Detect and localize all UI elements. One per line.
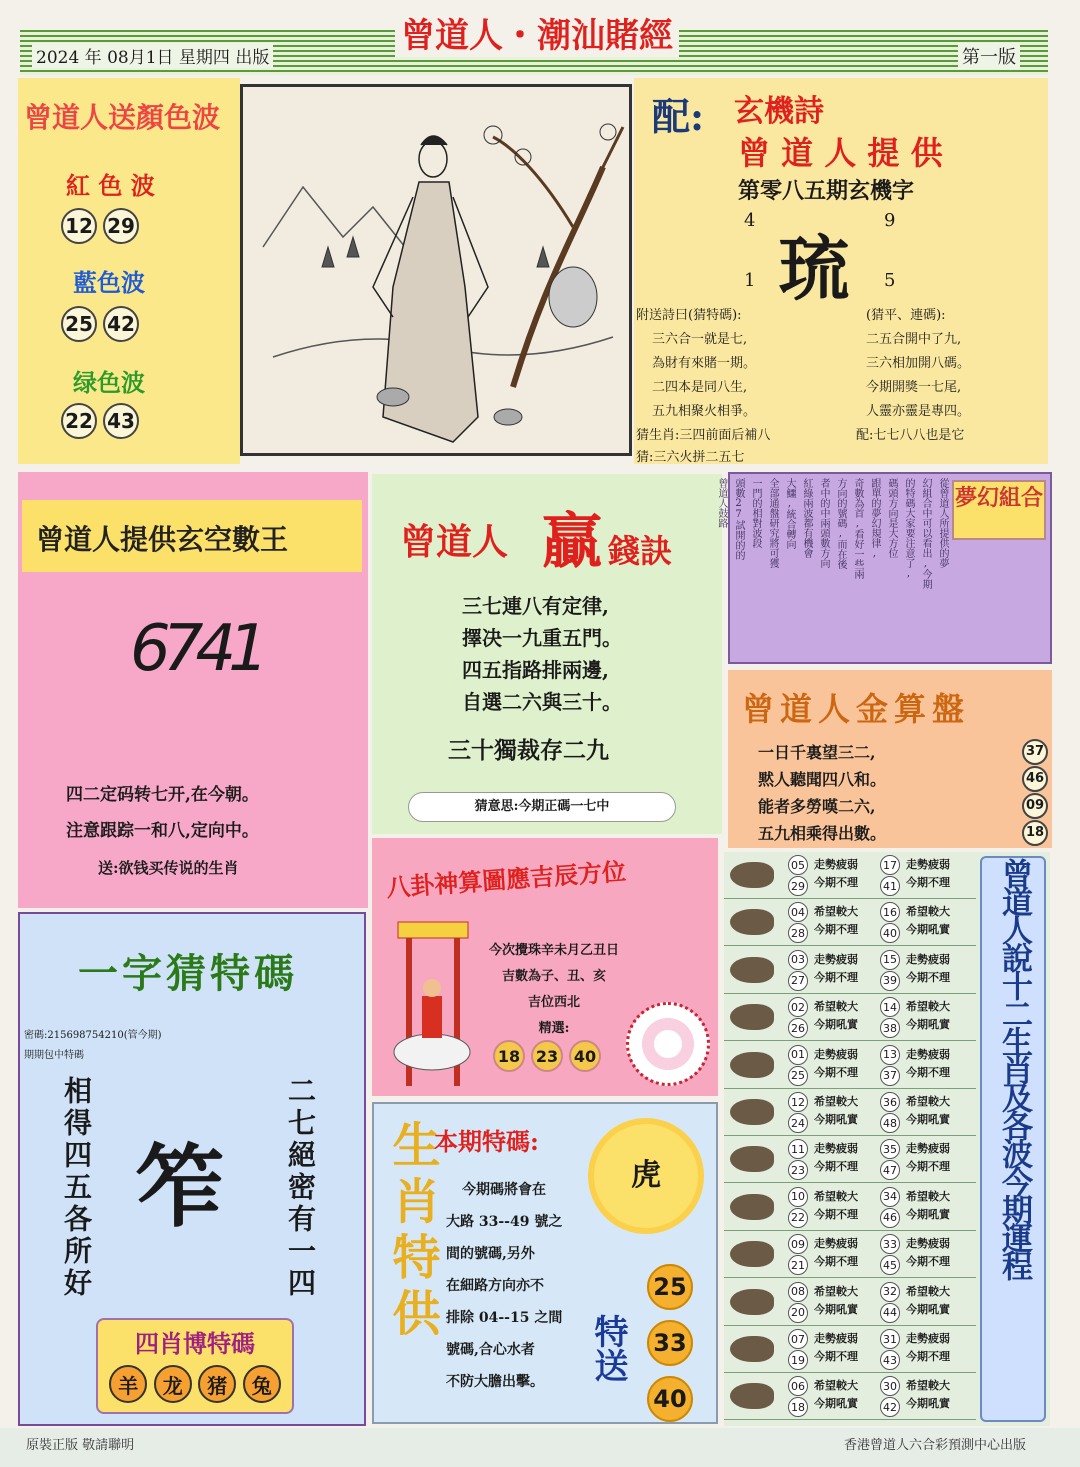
zodiac-table-side: 曾道人說十二生肖及各波今期運程 xyxy=(980,856,1046,1422)
zodiac-animal-icon xyxy=(730,1383,774,1409)
zodiac-text: 走勢疲弱 xyxy=(814,1142,858,1156)
zodiac-num: 24 xyxy=(788,1113,808,1133)
calc-row-text: 能者多勞嘆二六, xyxy=(758,797,876,816)
zodiac-text: 今期不理 xyxy=(814,923,858,937)
zodiac-special-send: 特送 xyxy=(588,1314,628,1382)
red-ball-1: 12 xyxy=(61,208,97,244)
dream-col: 的特碼大家要注意了, xyxy=(903,478,914,579)
zodiac-text: 走勢疲弱 xyxy=(906,952,950,966)
bagua-line-4: 精選: xyxy=(538,1021,570,1036)
zodiac-text: 今期吼實 xyxy=(906,923,950,937)
zodiac-row xyxy=(724,1184,976,1231)
onechar-note-1: 密碼:215698754210(管今期) xyxy=(24,1030,162,1041)
zodiac-num: 28 xyxy=(788,923,808,943)
zodiac-row xyxy=(724,1089,976,1136)
bagua-wheel-icon xyxy=(626,1002,710,1086)
zodiac-animal-icon xyxy=(730,1289,774,1315)
zodiac-text: 走勢疲弱 xyxy=(814,952,858,966)
red-wave-label: 紅 色 波 xyxy=(66,171,155,200)
win-title-3: 錢訣 xyxy=(608,532,673,570)
green-ball-1: 22 xyxy=(61,403,97,439)
zodiac-special-zodiac: 虎 xyxy=(594,1124,698,1228)
zodiac-special-text xyxy=(446,1174,562,1398)
zodiac-special-side: 生肖特供 xyxy=(384,1120,440,1344)
bagua-panel xyxy=(372,838,718,1096)
zodiac-num: 09 xyxy=(788,1234,808,1254)
zodiac-num: 27 xyxy=(788,971,808,991)
dream-col: 碼頭方向是大方位 xyxy=(886,478,897,558)
four-zodiac-ball: 猪 xyxy=(198,1365,236,1403)
zodiac-num: 12 xyxy=(788,1092,808,1112)
header-edition: 第一版 xyxy=(958,43,1020,69)
zodiac-num: 34 xyxy=(880,1187,900,1207)
zodiac-num: 23 xyxy=(788,1160,808,1180)
zodiac-text: 今期不理 xyxy=(906,1160,950,1174)
zodiac-text-line: 在細路方向亦不 xyxy=(446,1278,544,1294)
zodiac-row xyxy=(724,1136,976,1183)
poem-line: 五九相聚火相爭。 xyxy=(652,404,757,419)
poem-num-2: 9 xyxy=(884,210,896,231)
win-title-1: 曾道人 xyxy=(400,521,509,563)
zodiac-text: 希望較大 xyxy=(906,1379,950,1393)
zodiac-text: 希望較大 xyxy=(814,905,858,919)
zodiac-text: 走勢疲弱 xyxy=(906,1237,950,1251)
zodiac-rows xyxy=(724,852,976,1422)
zodiac-text: 今期不理 xyxy=(906,970,950,984)
dream-col: 一門的相對波段 xyxy=(750,478,761,548)
poem-num-4: 5 xyxy=(884,270,896,291)
onechar-char: 笮 xyxy=(135,1134,225,1240)
calc-row-text: 黙人聽聞四八和。 xyxy=(758,770,887,789)
zodiac-num: 29 xyxy=(788,876,808,896)
zodiac-num: 41 xyxy=(880,876,900,896)
zodiac-num: 35 xyxy=(880,1139,900,1159)
zodiac-num: 07 xyxy=(788,1329,808,1349)
bagua-ball: 23 xyxy=(531,1040,563,1072)
onechar-left: 相得四五各所好 xyxy=(60,1076,93,1300)
zodiac-animal-icon xyxy=(730,1241,774,1267)
onechar-title: 一字猜特碼 xyxy=(78,950,298,997)
zodiac-text: 今期吼實 xyxy=(906,1397,950,1411)
zodiac-animal-icon xyxy=(730,1099,774,1125)
color-wave-title: 曾道人送顏色波 xyxy=(24,101,221,134)
zodiac-row xyxy=(724,1042,976,1089)
zodiac-text: 走勢疲弱 xyxy=(906,858,950,871)
poem-line: 三六相加開八碼。 xyxy=(866,356,971,371)
zodiac-animal-icon xyxy=(730,862,774,888)
zodiac-text: 希望較大 xyxy=(814,1000,858,1014)
poem-guess-1: 猜生肖:三四前面后補八 xyxy=(636,428,771,443)
poem-line: 二四本是同八生, xyxy=(652,380,748,395)
green-wave-balls xyxy=(58,403,142,439)
calc-row-num: 46 xyxy=(1022,766,1048,792)
color-wave-panel xyxy=(18,78,240,464)
dream-col: 大鱷,統合轉向 xyxy=(784,478,795,549)
zodiac-special-balls xyxy=(644,1264,696,1422)
zodiac-animal-icon xyxy=(730,1052,774,1078)
win-line: 擇决一九重五門。 xyxy=(462,626,622,650)
zodiac-text: 希望較大 xyxy=(906,1000,950,1014)
zodiac-num: 08 xyxy=(788,1282,808,1302)
poem-right-head: (猜平、連碼): xyxy=(866,308,946,323)
header-date: 2024 年 08月1日 星期四 出版 xyxy=(32,43,273,68)
zodiac-table-panel xyxy=(724,852,1050,1426)
zodiac-text: 走勢疲弱 xyxy=(906,1142,950,1156)
dream-col: 跟單的夢幻規律, xyxy=(869,478,880,559)
zodiac-text: 今期吼實 xyxy=(906,1018,950,1032)
dream-col: 頭數27試開的的 xyxy=(733,478,744,560)
zodiac-text-line: 號碼,合心水者 xyxy=(446,1342,535,1358)
blue-wave-label: 藍色波 xyxy=(73,268,145,297)
win-hint: 猜意思:今期正碼一七中 xyxy=(408,792,676,822)
zodiac-animal-icon xyxy=(730,909,774,935)
zodiac-num: 14 xyxy=(880,997,900,1017)
zodiac-text: 希望較大 xyxy=(906,1189,950,1203)
poem-issue: 第零八五期玄機字 xyxy=(738,178,915,204)
poem-pei-2: 配:七七八八也是它 xyxy=(856,428,965,443)
zodiac-text: 希望較大 xyxy=(906,1095,950,1108)
poem-line: 二五合開中了九, xyxy=(866,332,962,347)
zodiac-num: 10 xyxy=(788,1187,808,1207)
zodiac-num: 48 xyxy=(880,1113,900,1133)
bagua-title: 八卦神算圖應吉辰方位 xyxy=(385,856,627,903)
win-last: 三十獨裁存二九 xyxy=(448,737,609,764)
zodiac-text: 今期不理 xyxy=(814,970,858,984)
poem-provider: 曾 道 人 提 供 xyxy=(738,134,943,172)
zodiac-text: 希望較大 xyxy=(814,1379,858,1393)
zodiac-row xyxy=(724,1279,976,1326)
warrior-illustration xyxy=(380,922,480,1088)
zodiac-animal-icon xyxy=(730,957,774,983)
zodiac-num: 33 xyxy=(880,1234,900,1254)
zodiac-text: 走勢疲弱 xyxy=(814,1047,858,1061)
poem-line: 為財有來賭一期。 xyxy=(652,356,757,371)
win-lines xyxy=(462,590,622,718)
poem-line: 今期開獎一七尾, xyxy=(866,380,962,395)
kong-code: 6741 xyxy=(130,612,261,686)
zodiac-animal-icon xyxy=(730,1194,774,1220)
zodiac-num: 30 xyxy=(880,1376,900,1396)
zodiac-text: 今期吼實 xyxy=(814,1113,858,1126)
zodiac-text-line: 今期碼將會在 xyxy=(462,1182,546,1198)
zodiac-row xyxy=(724,852,976,899)
poem-char: 琉 xyxy=(779,227,849,310)
zodiac-num: 04 xyxy=(788,902,808,922)
poem-left-lines xyxy=(652,328,756,424)
zodiac-text: 希望較大 xyxy=(814,1189,858,1203)
red-wave-balls xyxy=(58,208,142,244)
win-line: 四五指路排兩邊, xyxy=(462,658,609,682)
bagua-line-2: 吉數為子、丑、亥 xyxy=(501,969,606,984)
win-title-2: 贏 xyxy=(542,507,602,577)
zodiac-num: 25 xyxy=(788,1066,808,1086)
footer-left: 原裝正版 敬請聯明 xyxy=(26,1438,135,1453)
dream-col: 幻組合中可以看出,今期 xyxy=(920,478,931,589)
calc-row-num: 18 xyxy=(1022,820,1048,846)
poem-heading: 玄機詩 xyxy=(734,94,824,129)
bagua-ball: 40 xyxy=(569,1040,601,1072)
special-ball: 25 xyxy=(647,1264,693,1310)
zodiac-text-line: 間的號碼,另外 xyxy=(446,1246,535,1262)
dream-text xyxy=(716,478,950,660)
zodiac-num: 36 xyxy=(880,1092,900,1112)
zodiac-num: 39 xyxy=(880,971,900,991)
zodiac-text: 今期不理 xyxy=(814,1207,858,1221)
blue-wave-balls xyxy=(58,306,142,342)
win-line: 自選二六與三十。 xyxy=(462,690,622,714)
calc-rows xyxy=(758,738,1048,846)
special-ball: 40 xyxy=(647,1376,693,1422)
zodiac-num: 26 xyxy=(788,1018,808,1038)
calc-row xyxy=(758,819,1048,846)
zodiac-text: 今期不理 xyxy=(814,1160,858,1174)
poem-num-3: 1 xyxy=(744,270,756,291)
zodiac-row xyxy=(724,1231,976,1278)
poem-num-1: 4 xyxy=(744,210,756,231)
dream-col: 全部通盤研究將可獲 xyxy=(767,478,778,568)
onechar-panel xyxy=(18,912,366,1426)
kong-panel xyxy=(18,472,368,908)
zodiac-num: 40 xyxy=(880,923,900,943)
four-zodiac-ball: 羊 xyxy=(109,1365,147,1403)
zodiac-row xyxy=(724,1326,976,1373)
calc-row xyxy=(758,738,1048,765)
blue-ball-2: 42 xyxy=(103,306,139,342)
zodiac-num: 37 xyxy=(880,1066,900,1086)
dream-title: 夢幻組合 xyxy=(952,480,1046,540)
zodiac-text: 今期不理 xyxy=(814,1065,858,1079)
bagua-line-3: 吉位西北 xyxy=(527,995,580,1010)
zodiac-num: 31 xyxy=(880,1329,900,1349)
dream-col: 方向的號碼,而在後 xyxy=(835,478,846,569)
footer-right: 香港曾道人六合彩預測中心出版 xyxy=(844,1438,1027,1453)
dream-col: 紅綠兩波都有機會 xyxy=(801,478,812,558)
dream-panel xyxy=(716,472,1052,664)
zodiac-row xyxy=(724,1373,976,1420)
kong-title: 曾道人提供玄空數王 xyxy=(36,523,289,556)
zodiac-text: 今期吼實 xyxy=(814,1018,858,1032)
kong-line-3: 送:欲钱买传说的生肖 xyxy=(98,859,239,877)
zodiac-num: 44 xyxy=(880,1303,900,1323)
zodiac-num: 02 xyxy=(788,997,808,1017)
zodiac-animal-icon xyxy=(730,1004,774,1030)
calc-row-text: 一日千裏望三二, xyxy=(758,743,876,762)
calc-row xyxy=(758,792,1048,819)
onechar-note-2: 期期包中特碼 xyxy=(24,1050,84,1061)
zodiac-num: 13 xyxy=(880,1045,900,1065)
zodiac-num: 03 xyxy=(788,950,808,970)
calc-panel xyxy=(728,670,1052,848)
four-zodiac-ball: 龙 xyxy=(154,1365,192,1403)
zodiac-text: 今期不理 xyxy=(906,1350,950,1363)
bagua-line-1: 今次攪珠辛未月乙丑日 xyxy=(488,943,619,958)
zodiac-row xyxy=(724,947,976,994)
zodiac-text: 希望較大 xyxy=(814,1095,858,1108)
red-ball-2: 29 xyxy=(103,208,139,244)
zodiac-text: 今期吼實 xyxy=(814,1397,858,1411)
zodiac-num: 22 xyxy=(788,1208,808,1228)
calc-title: 曾道人金算盤 xyxy=(742,690,971,728)
green-ball-2: 43 xyxy=(103,403,139,439)
bagua-info xyxy=(474,938,634,1042)
zodiac-text: 希望較大 xyxy=(814,1284,858,1298)
zodiac-num: 38 xyxy=(880,1018,900,1038)
calc-row-text: 五九相乘得出數。 xyxy=(758,824,887,843)
poem-pei: 配: xyxy=(652,94,705,139)
green-wave-label: 绿色波 xyxy=(73,368,145,397)
zodiac-animal-icon xyxy=(730,1336,774,1362)
zodiac-num: 17 xyxy=(880,855,900,875)
zodiac-special-panel xyxy=(372,1102,718,1424)
zodiac-text-line: 排除 04--15 之間 xyxy=(446,1310,563,1326)
poem-guess-2: 猜:三六火拼二五七 xyxy=(636,450,745,465)
header-title: 曾道人・潮汕賭經 xyxy=(395,8,679,57)
dream-col: 者中的中兩頭數方向 xyxy=(818,478,829,568)
four-zodiac-title: 四肖博特碼 xyxy=(135,1329,255,1358)
zodiac-text: 希望較大 xyxy=(906,905,950,919)
zodiac-text: 今期吼實 xyxy=(906,1207,950,1221)
bagua-ball: 18 xyxy=(493,1040,525,1072)
calc-row-num: 37 xyxy=(1022,739,1048,765)
zodiac-text: 今期不理 xyxy=(906,876,950,889)
zodiac-text-line: 不防大膽出擊。 xyxy=(446,1374,544,1390)
dream-col: 奇數為首,看好一些兩 xyxy=(852,478,863,579)
zodiac-text: 今期不理 xyxy=(906,1065,950,1079)
zodiac-text: 走勢疲弱 xyxy=(814,1237,858,1251)
zodiac-num: 21 xyxy=(788,1255,808,1275)
zodiac-text: 今期不理 xyxy=(814,1350,858,1363)
zodiac-num: 18 xyxy=(788,1397,808,1417)
zodiac-num: 15 xyxy=(880,950,900,970)
kong-line-1: 四二定码转七开,在今朝。 xyxy=(66,785,259,805)
zodiac-text-line: 大路 33--49 號之 xyxy=(446,1214,563,1230)
bagua-balls xyxy=(490,1040,604,1072)
lady-illustration xyxy=(240,84,632,456)
zodiac-text: 今期不理 xyxy=(906,1255,950,1269)
four-zodiac-ball: 兔 xyxy=(243,1365,281,1403)
onechar-right: 二七絕密有一四 xyxy=(284,1076,317,1300)
zodiac-num: 42 xyxy=(880,1397,900,1417)
zodiac-text: 今期吼實 xyxy=(814,1302,858,1316)
four-zodiac-box xyxy=(96,1318,294,1414)
kong-line-2: 注意跟踪一和八,定向中。 xyxy=(66,821,259,841)
zodiac-num: 01 xyxy=(788,1045,808,1065)
zodiac-text: 今期不理 xyxy=(814,876,858,889)
zodiac-special-title: 本期特碼: xyxy=(434,1127,539,1156)
poem-panel xyxy=(634,78,1048,464)
zodiac-num: 43 xyxy=(880,1350,900,1370)
zodiac-text: 今期不理 xyxy=(814,1255,858,1269)
zodiac-num: 11 xyxy=(788,1139,808,1159)
special-ball: 33 xyxy=(647,1320,693,1366)
zodiac-num: 46 xyxy=(880,1208,900,1228)
zodiac-row xyxy=(724,994,976,1041)
dream-col: 曾道人鼓路 xyxy=(716,478,727,528)
zodiac-row xyxy=(724,899,976,946)
win-panel xyxy=(372,474,722,834)
zodiac-num: 32 xyxy=(880,1282,900,1302)
zodiac-text: 走勢疲弱 xyxy=(906,1047,950,1061)
dream-col: 從曾道人所提供的夢 xyxy=(937,478,948,568)
blue-ball-1: 25 xyxy=(61,306,97,342)
zodiac-num: 45 xyxy=(880,1255,900,1275)
zodiac-animal-icon xyxy=(730,1146,774,1172)
calc-row xyxy=(758,765,1048,792)
zodiac-num: 20 xyxy=(788,1303,808,1323)
poem-line: 三六合一就是七, xyxy=(652,332,748,347)
four-zodiac-balls xyxy=(98,1359,292,1409)
zodiac-text: 今期吼實 xyxy=(906,1113,950,1126)
zodiac-num: 06 xyxy=(788,1376,808,1396)
zodiac-num: 16 xyxy=(880,902,900,922)
zodiac-text: 走勢疲弱 xyxy=(814,858,858,871)
zodiac-text: 走勢疲弱 xyxy=(814,1332,858,1345)
zodiac-text: 希望較大 xyxy=(906,1284,950,1298)
zodiac-num: 05 xyxy=(788,855,808,875)
zodiac-num: 47 xyxy=(880,1160,900,1180)
zodiac-text: 走勢疲弱 xyxy=(906,1332,950,1345)
poem-line: 人靈亦靈是專四。 xyxy=(866,404,971,419)
zodiac-text: 今期吼實 xyxy=(906,1302,950,1316)
win-line: 三七連八有定律, xyxy=(462,594,609,618)
poem-right-lines xyxy=(866,328,970,424)
zodiac-num: 19 xyxy=(788,1350,808,1370)
poem-left-head: 附送詩曰(猜特碼): xyxy=(636,308,742,323)
calc-row-num: 09 xyxy=(1022,793,1048,819)
